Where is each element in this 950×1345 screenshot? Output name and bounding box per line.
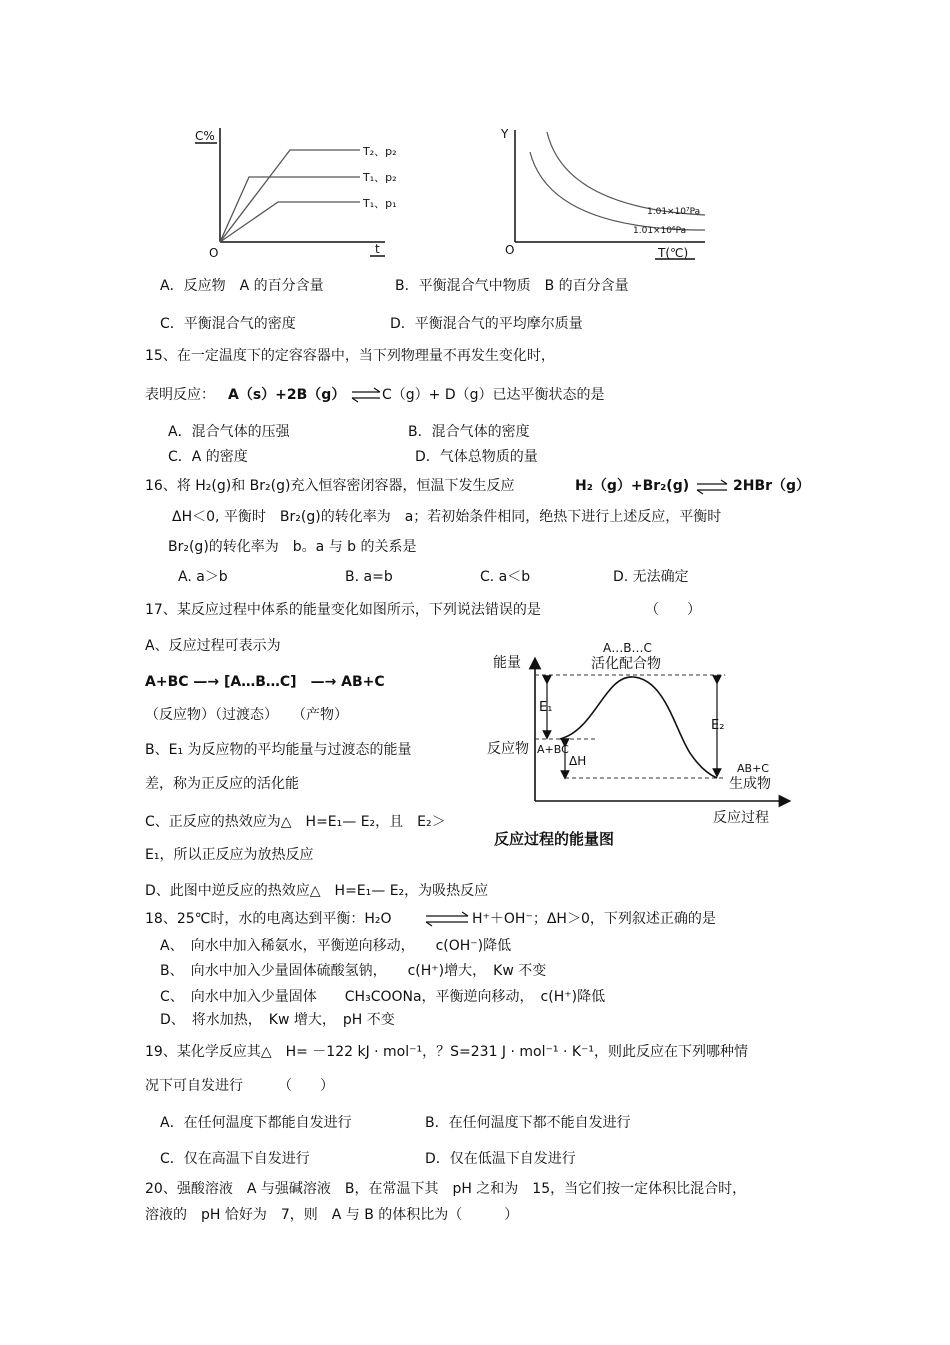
q18-option-c: C、 向水中加入少量固体 CH₃COONa，平衡逆向移动， c(H⁺)降低 bbox=[160, 989, 606, 1005]
q14-option-c: C．平衡混合气的密度 bbox=[160, 316, 296, 332]
q19-option-c: C．仅在高温下自发进行 bbox=[160, 1151, 310, 1167]
q14-option-a: A．反应物 A 的百分含量 bbox=[160, 278, 324, 294]
q15-option-b: B．混合气体的密度 bbox=[408, 424, 530, 440]
q14-option-b: B．平衡混合气中物质 B 的百分含量 bbox=[395, 278, 629, 294]
y-axis-label: 能量 bbox=[493, 655, 521, 671]
product-label: 生成物 bbox=[729, 776, 771, 792]
equilibrium-arrow-icon bbox=[350, 387, 382, 403]
curve-label-t1-p2: T₁、p₂ bbox=[363, 171, 397, 184]
reactant-formula: A+BC bbox=[537, 743, 569, 756]
q19-line1: 19、某化学反应其△ H= －122 kJ · mol⁻¹，？S=231 J · mol⁻¹ · K⁻¹，则此反应在下列哪种情 bbox=[145, 1044, 749, 1060]
q17-option-d: D、此图中逆反应的热效应△ H=E₁— E₂，为吸热反应 bbox=[145, 883, 489, 899]
q19-option-a: A．在任何温度下都能自发进行 bbox=[160, 1115, 352, 1131]
q16-option-c: C. a＜b bbox=[480, 569, 531, 585]
q15-option-a: A．混合气体的压强 bbox=[168, 424, 290, 440]
q15-option-d: D．气体总物质的量 bbox=[415, 449, 538, 465]
q16-line2: ΔH＜0, 平衡时 Br₂(g)的转化率为 a；若初始条件相同，绝热下进行上述反应，平衡时 bbox=[172, 509, 722, 525]
y-axis-label: Y bbox=[501, 127, 509, 141]
q17-option-a-line3: （反应物）（过渡态） （产物） bbox=[145, 707, 348, 723]
curve-low-pressure bbox=[530, 152, 705, 230]
q16-equation-left: H₂（g）+Br₂(g) bbox=[575, 478, 690, 494]
curve-label-low-pressure: 1.01×10⁶Pa bbox=[633, 226, 687, 236]
q19-option-d: D．仅在低温下自发进行 bbox=[425, 1151, 576, 1167]
q17-answer-paren: （ ） bbox=[645, 602, 701, 618]
energy-diagram-caption: 反应过程的能量图 bbox=[494, 830, 615, 848]
energy-profile-diagram bbox=[485, 635, 795, 855]
q17-option-a-line1: A、反应过程可表示为 bbox=[145, 638, 281, 654]
q16-option-b: B. a=b bbox=[345, 569, 393, 585]
q16-equation-right: 2HBr（g） bbox=[733, 478, 811, 494]
curve-t1-p2 bbox=[220, 177, 360, 242]
q20-line2: 溶液的 pH 恰好为 7，则 A 与 B 的体积比为（ ） bbox=[145, 1207, 519, 1223]
curve-label-t1-p1: T₁、p₁ bbox=[363, 197, 397, 210]
q15-reaction-left: A（s）+2B（g） bbox=[228, 387, 346, 403]
curve-label-high-pressure: 1.01×10⁷Pa bbox=[647, 207, 701, 217]
product-formula: AB+C bbox=[737, 762, 769, 775]
equilibrium-arrow-icon bbox=[695, 479, 729, 495]
e1-label: E₁ bbox=[539, 700, 553, 715]
q17-option-c-line2: E₁，所以正反应为放热反应 bbox=[145, 847, 314, 863]
q15-reaction-right: C（g）+ D（g）已达平衡状态的是 bbox=[382, 387, 605, 403]
q18-stem-right: H⁺＋OH⁻；ΔH＞0，下列叙述正确的是 bbox=[472, 911, 716, 927]
q18-option-b: B、 向水中加入少量固体硫酸氢钠， c(H⁺)增大， Kw 不变 bbox=[160, 963, 547, 979]
q19-option-b: B．在任何温度下都不能自发进行 bbox=[425, 1115, 631, 1131]
curve-t1-p1 bbox=[220, 202, 360, 242]
equilibrium-arrow-icon bbox=[424, 911, 470, 927]
origin-label: O bbox=[209, 246, 219, 260]
q20-line1: 20、强酸溶液 A 与强碱溶液 B，在常温下其 pH 之和为 15，当它们按一定体积比混合时， bbox=[145, 1181, 747, 1197]
origin-label: O bbox=[505, 243, 515, 257]
q15-option-c: C．A 的密度 bbox=[168, 449, 248, 465]
q17-option-b-line2: 差，称为正反应的活化能 bbox=[145, 776, 299, 792]
curve-high-pressure bbox=[547, 132, 705, 215]
q14-option-d: D．平衡混合气的平均摩尔质量 bbox=[390, 316, 583, 332]
q16-line1: 16、将 H₂(g)和 Br₂(g)充入恒容密闭容器，恒温下发生反应 bbox=[145, 478, 515, 494]
x-axis-label: 反应过程 bbox=[713, 810, 769, 826]
q16-option-a: A. a＞b bbox=[178, 569, 228, 585]
y-axis-label: C% bbox=[195, 129, 215, 143]
q18-option-a: A、 向水中加入稀氨水，平衡逆向移动， c(OH⁻)降低 bbox=[160, 938, 512, 954]
q16-option-d: D. 无法确定 bbox=[613, 569, 689, 585]
q18-option-d: D、 将水加热， Kw 增大， pH 不变 bbox=[160, 1012, 395, 1028]
e2-label: E₂ bbox=[711, 718, 725, 733]
reactant-label: 反应物 bbox=[487, 741, 529, 757]
x-axis-label: t bbox=[375, 242, 380, 256]
q16-line3: Br₂(g)的转化率为 b。a 与 b 的关系是 bbox=[168, 539, 417, 555]
graph-c-percent-vs-time bbox=[185, 120, 425, 265]
q15-stem: 15、在一定温度下的定容容器中，当下列物理量不再发生变化时， bbox=[145, 348, 555, 364]
q19-line2: 况下可自发进行 （ ） bbox=[145, 1078, 334, 1094]
transition-state-formula: A…B…C bbox=[603, 641, 652, 655]
q17-option-a-line2: A+BC —→ [A…B…C] —→ AB+C bbox=[145, 674, 385, 690]
graph-y-vs-temperature bbox=[495, 120, 730, 265]
q17-stem: 17、某反应过程中体系的能量变化如图所示，下列说法错误的是 bbox=[145, 602, 541, 618]
delta-h-label: ΔH bbox=[569, 754, 587, 768]
q15-reaction-prefix: 表明反应： bbox=[145, 387, 215, 403]
transition-state-label: 活化配合物 bbox=[591, 656, 661, 672]
q17-option-c-line1: C、正反应的热效应为△ H=E₁— E₂，且 E₂＞ bbox=[145, 814, 446, 830]
curve-label-t2-p2: T₂、p₂ bbox=[363, 145, 397, 158]
q18-stem-left: 18、25℃时，水的电离达到平衡：H₂O bbox=[145, 911, 392, 927]
x-axis-label: T(℃) bbox=[658, 246, 689, 260]
q17-option-b-line1: B、E₁ 为反应物的平均能量与过渡态的能量 bbox=[145, 742, 412, 758]
